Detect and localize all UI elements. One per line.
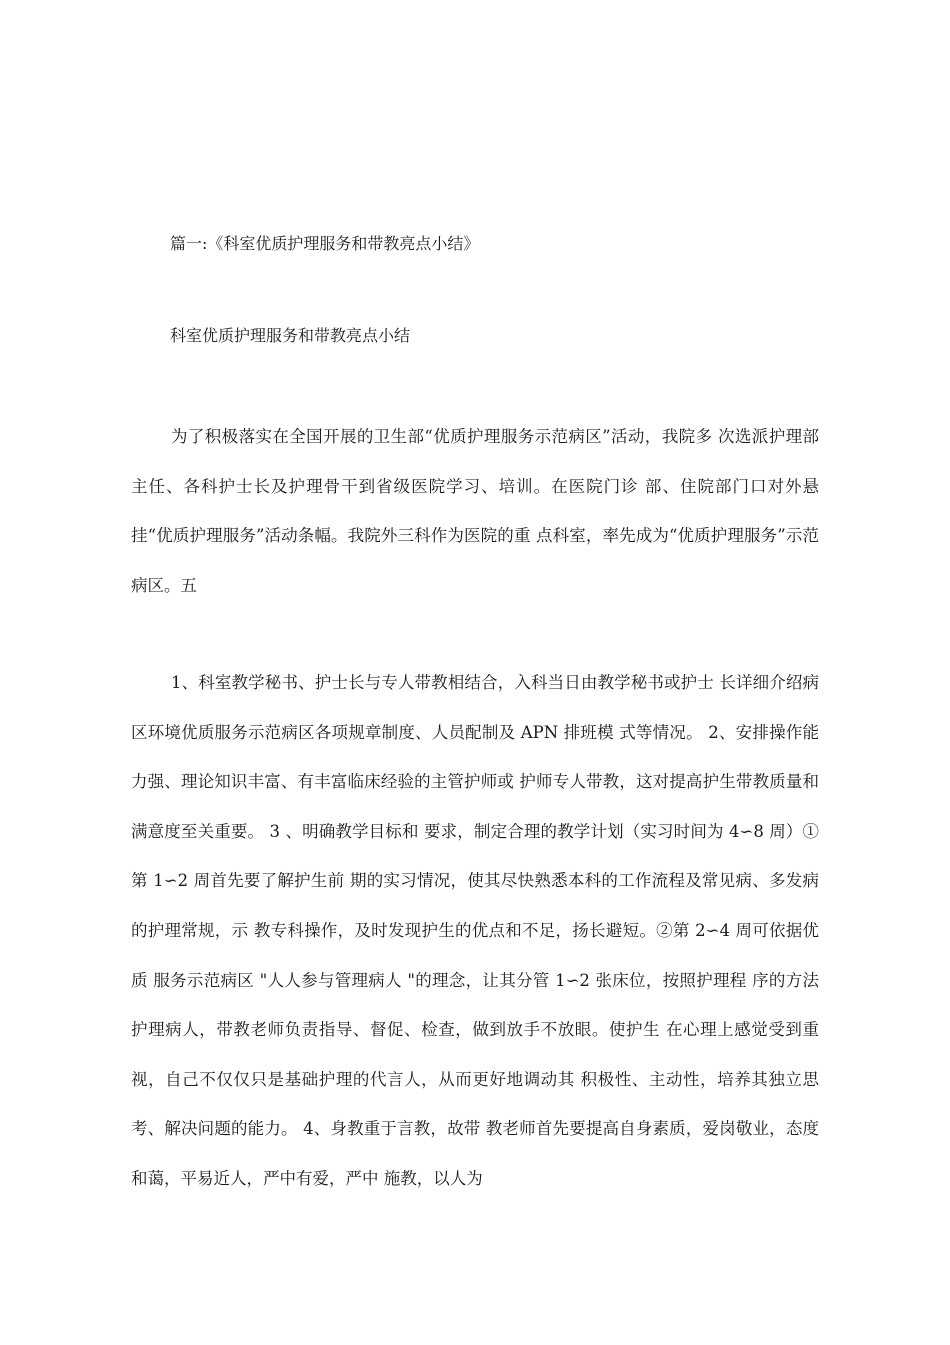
document-heading-2: 科室优质护理服务和带教亮点小结: [170, 326, 411, 345]
paragraph-intro: 为了积极落实在全国开展的卫生部“优质护理服务示范病区”活动，我院多 次选派护理部主任、各科护士长及护理骨干到省级医院学习、培训。在医院门诊 部、住院部门口对外悬挂“优质护理服务”活动条幅。我院外三科作为医院的重 点科室，率先成为“优质护理服务”示范病区。五: [131, 427, 819, 595]
paragraph-teaching-highlights: 1、科室教学秘书、护士长与专人带教相结合，入科当日由教学秘书或护士 长详细介绍病区环境优质服务示范病区各项规章制度、人员配制及 APN 排班模 式等情况。 2、安排操作能力强、理论知识丰富、有丰富临床经验的主管护师或 护师专人带教，这对提高护生带教质量和满意度至关重要。 3 、明确教学目标和 要求，制定合理的教学计划（实习时间为 4∽8 周）①第 1∽2 周首先要了解护生前 期的实习情况，使其尽快熟悉本科的工作流程及常见病、多发病的护理常规，示 教专科操作，及时发现护生的优点和不足，扬长避短。②第 2∽4 周可依据优质 服务示范病区 "人人参与管理病人 "的理念，让其分管 1∽2 张床位，按照护理程 序的方法护理病人，带教老师负责指导、督促、检查，做到放手不放眼。使护生 在心理上感觉受到重视，自己不仅仅只是基础护理的代言人，从而更好地调动其 积极性、主动性，培养其独立思考、解决问题的能力。 4、身教重于言教，故带 教老师首先要提高自身素质，爱岗敬业，态度和蔼，平易近人，严中有爱，严中 施教，以人为: [131, 673, 819, 1188]
document-heading-1: 篇一:《科室优质护理服务和带教亮点小结》: [170, 234, 480, 253]
